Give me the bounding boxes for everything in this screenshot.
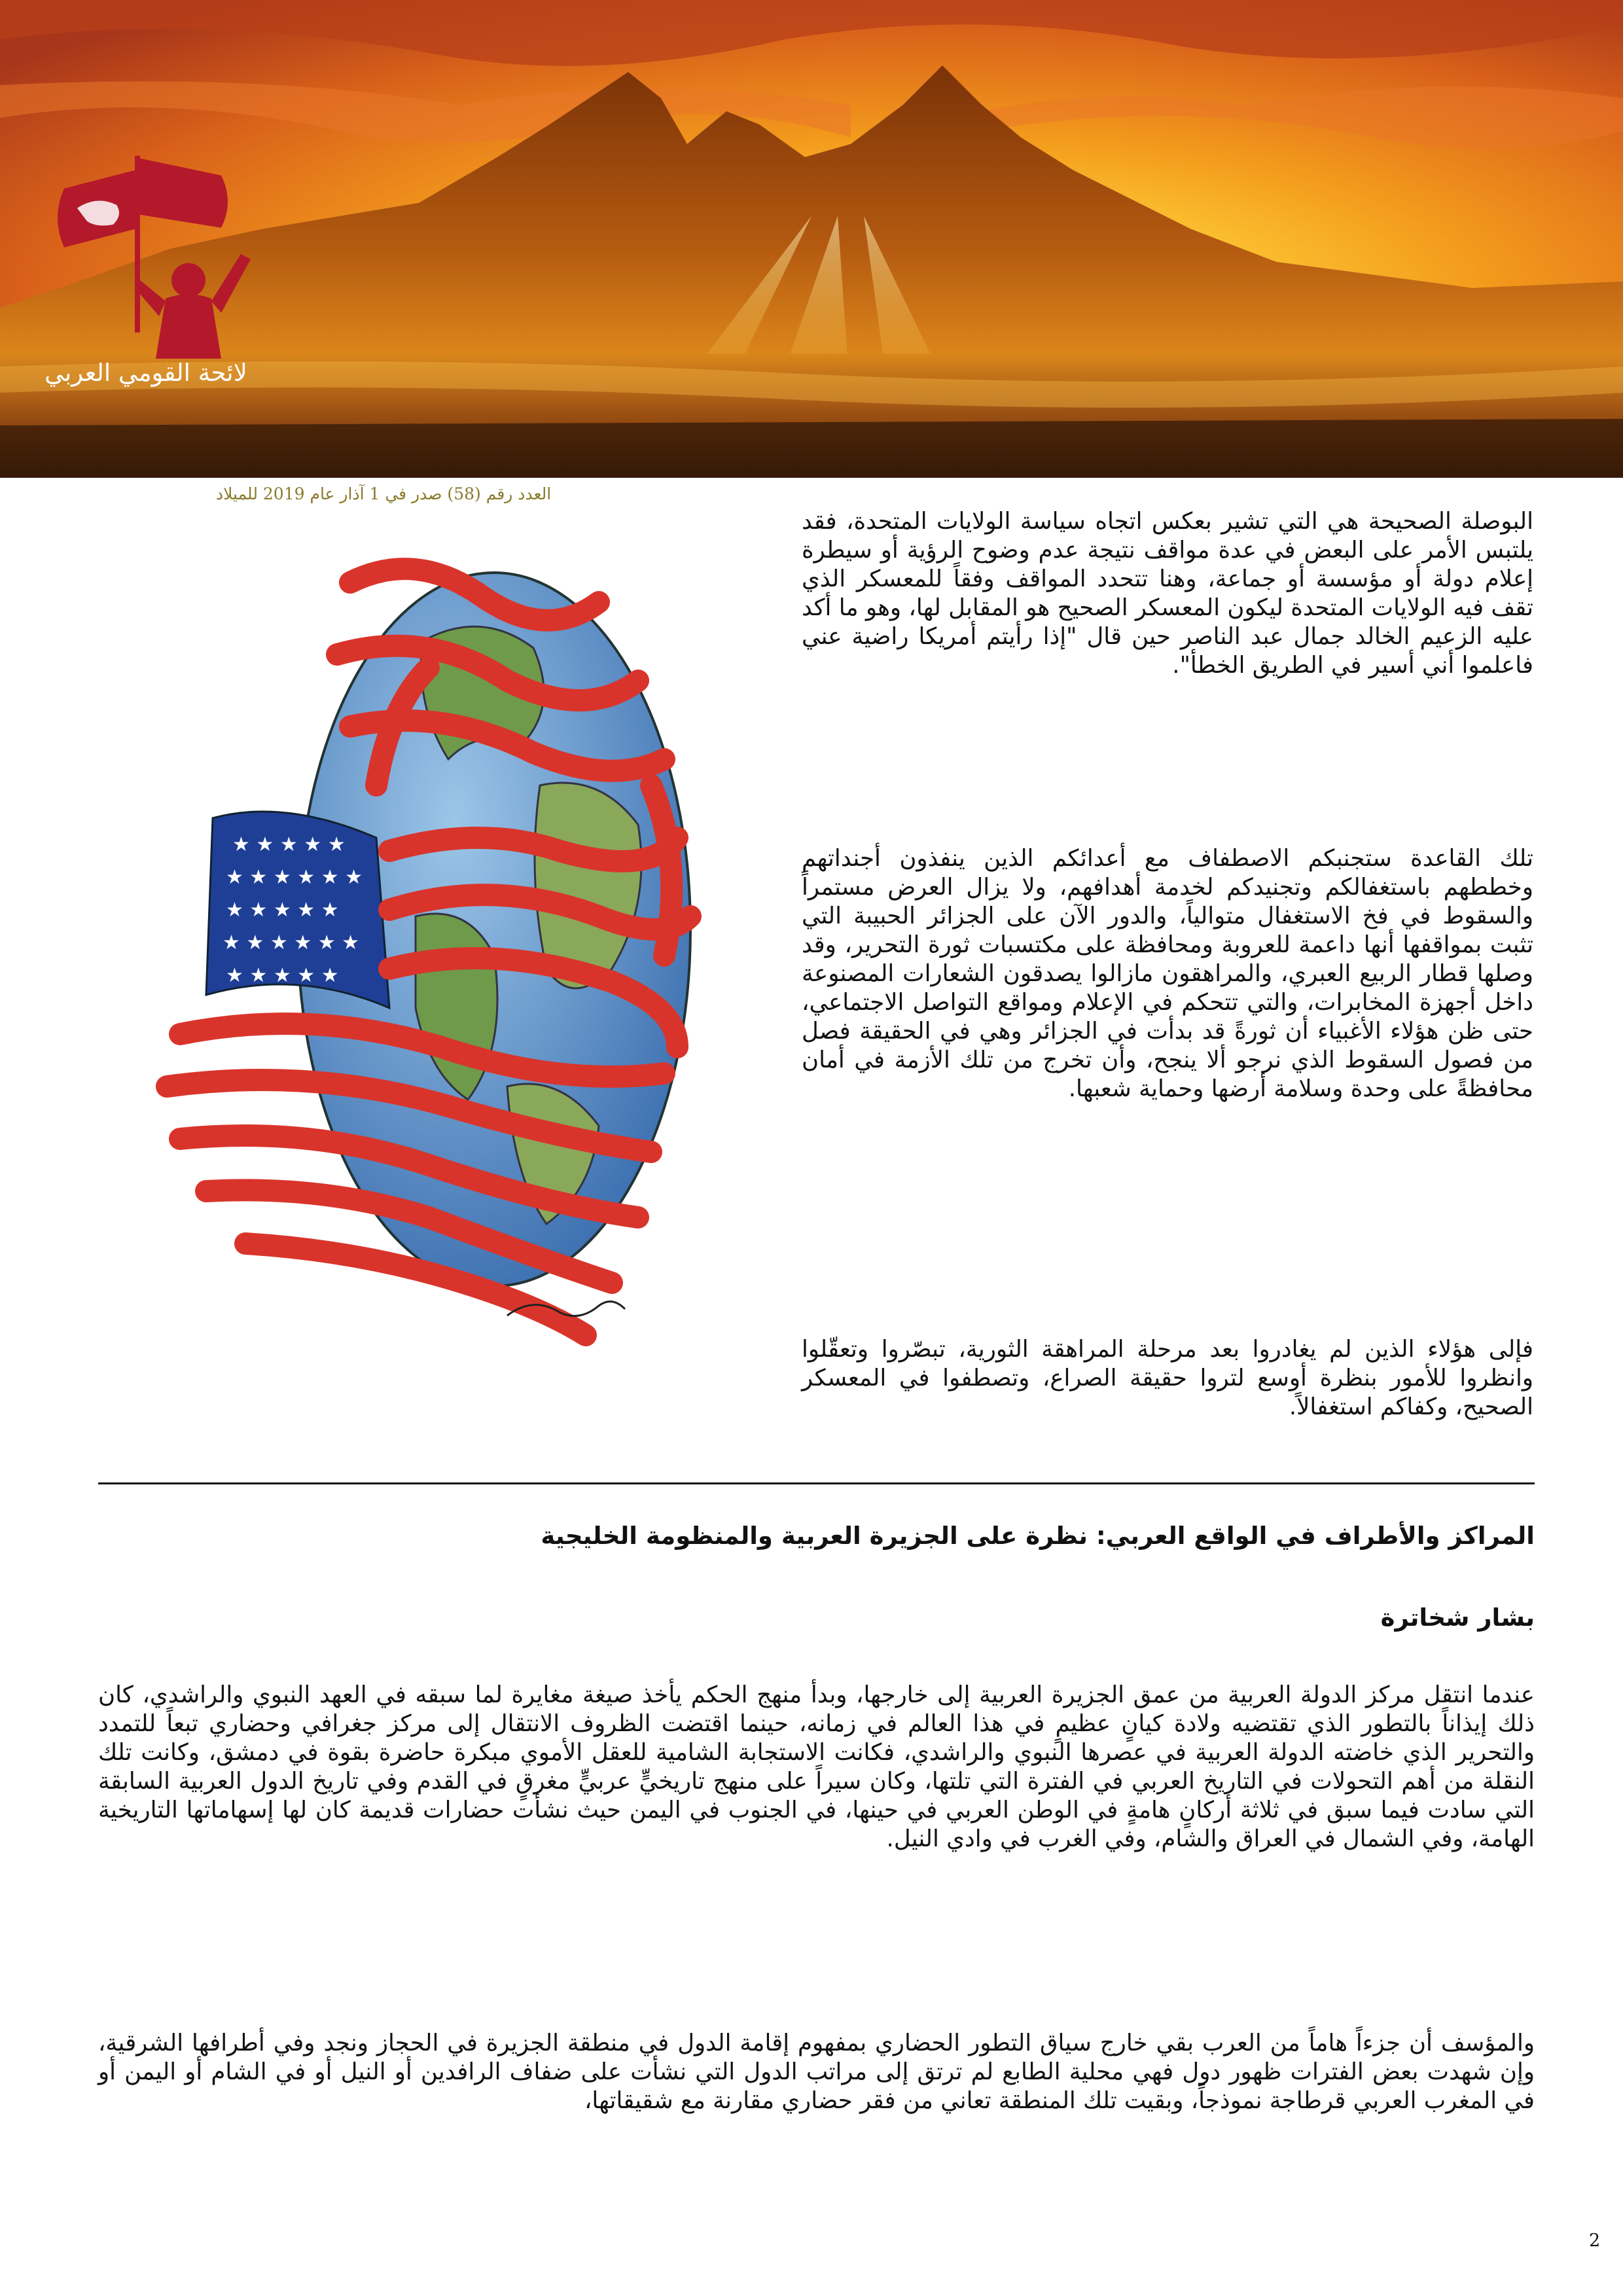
article1-paragraph-2: تلك القاعدة ستجنبكم الاصطفاف مع أعدائكم الذين ينفذون أجنداتهم وخططهم باستغفالكم وتجنيدكم لخدمة أهدافهم، ولا يزال العرض مستمراً والسقوط في فخ الاستغفال متوالياً، والدور الآن على الجزائر الحبيبة التي تثبت بمواقفها أنها داعمة للعروبة ومحافظة على مكتسبات ثورة التحرير، وقد وصلها قطار الربيع العبري، والمراهقون مازالوا يصدقون الشعارات المصنوعة داخل أجهزة المخابرات، والتي تتحكم في الإعلام ومواقع التواصل الاجتماعي، حتى ظن هؤلاء الأغبياء أن ثورةً قد بدأت في الجزائر وهي في الحقيقة فصل من فصول السقوط الذي نرجو ألا ينجح، وأن تخرج من تلك الأزمة في أمان محافظةً على وحدة وسلامة أرضها وحماية شعبها. [802, 845, 1533, 1102]
section-divider [98, 1482, 1535, 1484]
article2-paragraph-2: والمؤسف أن جزءاً هاماً من العرب بقي خارج سياق التطور الحضاري بمفهوم إقامة الدول في منطقة الجزيرة في الحجاز ونجد وفي أطرافها الشرقية، وإن شهدت بعض الفترات ظهور دول فهي محلية الطابع لم ترتق إلى مراتب الدول التي نشأت على ضفاف الرافدين أو النيل أو في الشام أو اليمن أو في المغرب العربي قرطاجة نموذجاً، وبقيت تلك المنطقة تعاني من فقر حضاري مقارنة مع شقيقاتها، [98, 2030, 1535, 2114]
svg-text:★ ★ ★ ★ ★: ★ ★ ★ ★ ★ [226, 899, 339, 922]
flag-globe-illustration [141, 511, 704, 1381]
article1-paragraph-3: فإلى هؤلاء الذين لم يغادروا بعد مرحلة المراهقة الثورية، تبصّروا وتعقّلوا وانظروا للأمور بنظرة أوسع لتروا حقيقة الصراع، وتصطفوا في المعسكر الصحيح، وكفاكم استغفالاً. [802, 1336, 1533, 1420]
logo-text: لائحة القومي العربي [45, 359, 247, 387]
svg-text:★ ★ ★ ★ ★ ★: ★ ★ ★ ★ ★ ★ [226, 866, 363, 889]
svg-text:★ ★ ★ ★ ★: ★ ★ ★ ★ ★ [226, 964, 339, 987]
svg-text:★ ★ ★ ★ ★ ★: ★ ★ ★ ★ ★ ★ [223, 931, 360, 954]
article2-paragraph-1: عندما انتقل مركز الدولة العربية من عمق الجزيرة العربية إلى خارجها، وبدأ منهج الحكم يأخذ صيغة مغايرة لما سبقه في العهد النبوي والراشدي، كان ذلك إيذاناً بالتطور الذي تقتضيه ولادة كيانٍ عظيمٍ في هذا العالم في زمانه، حينما اقتضت الظروف الانتقال إلى مركز جغرافي وحضاري تبعاً للتمدد والتحرير الذي خاضته الدولة العربية في عصرها النبوي والراشدي، فكانت الاستجابة الشامية للعقل الأموي مبكرة حاضرة بقوة في دمشق، وكانت تلك النقلة من أهم التحولات في التاريخ العربي في الفترة التي تلتها، وكان سيراً على منهج تاريخيٍّ عربيٍّ مغرقٍ في القدم وفي تاريخ الدول العربية السابقة التي سادت فيما سبق في ثلاثة أركانٍ هامةٍ في الوطن العربي في حينها، في الجنوب في اليمن حيث نشأت حضارات قديمة كان لها إسهاماتها التاريخية الهامة، وفي الشمال في العراق والشام، وفي الغرب في وادي النيل. [98, 1681, 1535, 1852]
article2-title: المراكز والأطراف في الواقع العربي: نظرة على الجزيرة العربية والمنظومة الخليجية [541, 1522, 1535, 1550]
page-number: 2 [1589, 2231, 1601, 2251]
article2-author: بشار شخاترة [1380, 1604, 1535, 1632]
issue-line: العدد رقم (58) صدر في 1 آذار عام 2019 للميلاد [216, 484, 552, 503]
svg-text:★ ★ ★ ★ ★: ★ ★ ★ ★ ★ [232, 833, 346, 856]
header-banner [0, 0, 1623, 478]
article1-paragraph-1: البوصلة الصحيحة هي التي تشير بعكس اتجاه سياسة الولايات المتحدة، فقد يلتبس الأمر على البعض في عدة مواقف نتيجة عدم وضوح الرؤية أو سيطرة إعلام دولة أو مؤسسة أو جماعة، وهنا تتحدد المواقف وفقاً للمعسكر الذي تقف فيه الولايات المتحدة ليكون المعسكر الصحيح هو المقابل لها، وهو ما أكد عليه الزعيم الخالد جمال عبد الناصر حين قال "إذا رأيتم أمريكا راضية عني فاعلموا أني أسير في الطريق الخطأ". [802, 508, 1533, 679]
